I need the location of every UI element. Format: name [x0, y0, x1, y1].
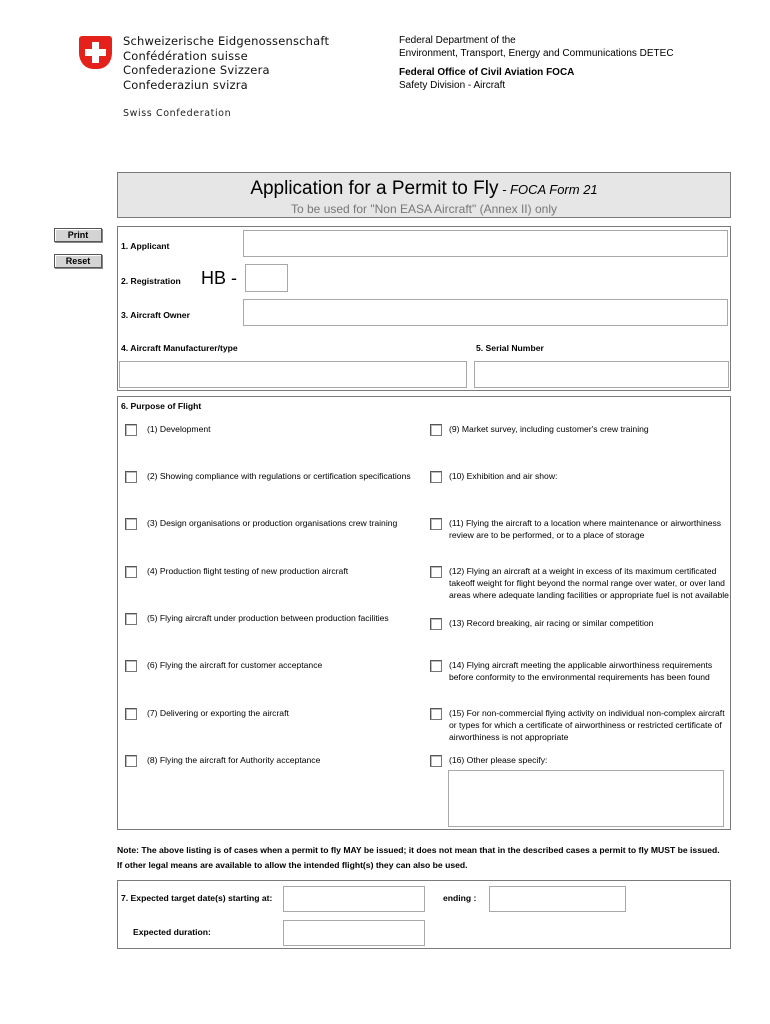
purpose-13-label: (13) Record breaking, air racing or similar competition	[449, 618, 654, 628]
purpose-5-label: (5) Flying aircraft under production between production facilities	[147, 613, 389, 623]
registration-prefix: HB -	[201, 268, 237, 288]
purpose-11-label: (11) Flying the aircraft to a location where maintenance or airworthiness review are to be performed, or to a place of storage	[449, 518, 722, 540]
purpose-other-field[interactable]	[448, 770, 724, 827]
purpose-4-checkbox[interactable]	[125, 566, 137, 578]
purpose-10-label: (10) Exhibition and air show:	[449, 471, 558, 481]
purpose-8-label: (8) Flying the aircraft for Authority acceptance	[147, 755, 321, 765]
purpose-14-label: (14) Flying aircraft meeting the applicable airworthiness requirements before conformity to the environmental requirements has been found	[449, 660, 713, 682]
confederation-name-fr: Confédération suisse	[123, 48, 248, 63]
confederation-name-de: Schweizerische Eidgenossenschaft	[123, 34, 330, 48]
print-button[interactable]: Print	[54, 228, 102, 242]
purpose-4-label: (4) Production flight testing of new production aircraft	[147, 566, 349, 576]
note-text	[117, 843, 737, 873]
purpose-16-label: (16) Other please specify:	[449, 755, 548, 765]
duration-label: Expected duration:	[133, 927, 211, 937]
purpose-12-label: (12) Flying an aircraft at a weight in excess of its maximum certificated takeoff weight for flight beyond the normal range over water, or over land areas where adequate landing facilities or appropriate fuel is not available	[449, 566, 729, 600]
confederation-name-it: Confederazione Svizzera	[123, 63, 270, 77]
purpose-14-checkbox[interactable]	[430, 660, 442, 672]
purpose-15-checkbox[interactable]	[430, 708, 442, 720]
serial-number-field[interactable]	[474, 361, 729, 388]
office-line-2: Safety Division - Aircraft	[399, 79, 506, 91]
manufacturer-label: 4. Aircraft Manufacturer/type	[121, 343, 238, 353]
purpose-16-checkbox[interactable]	[430, 755, 442, 767]
purpose-3-label: (3) Design organisations or production organisations crew training	[147, 518, 398, 528]
purpose-10-checkbox[interactable]	[430, 471, 442, 483]
owner-field[interactable]	[243, 299, 728, 326]
purpose-9-checkbox[interactable]	[430, 424, 442, 436]
purpose-6-checkbox[interactable]	[125, 660, 137, 672]
purpose-1-label: (1) Development	[147, 424, 211, 434]
confederation-name-rm: Confederaziun svizra	[123, 77, 248, 92]
form-title-box	[117, 172, 731, 218]
purpose-heading: 6. Purpose of Flight	[121, 401, 202, 411]
form-subtitle: To be used for "Non EASA Aircraft" (Annex II) only	[291, 202, 557, 216]
purpose-2-label: (2) Showing compliance with regulations or certification specifications	[147, 471, 411, 481]
ending-date-label: ending :	[443, 893, 477, 903]
start-date-field[interactable]	[283, 886, 425, 912]
purpose-15-label: (15) For non-commercial flying activity on individual non-complex aircraft or types for which a certificate of airworthiness or restricted certificate of airworthiness is not appropriate	[449, 708, 725, 742]
department-line-1: Federal Department of the	[399, 35, 516, 46]
purpose-5-checkbox[interactable]	[125, 613, 137, 625]
purpose-9-label: (9) Market survey, including customer's crew training	[449, 424, 649, 434]
note-line-2: If other legal means are available to allow the intended flight(s) they can also be used.	[117, 860, 468, 870]
purpose-8-checkbox[interactable]	[125, 755, 137, 767]
office-line-1: Federal Office of Civil Aviation FOCA	[399, 67, 575, 78]
swiss-confederation-label: Swiss Confederation	[123, 108, 232, 119]
form-title	[118, 178, 730, 200]
owner-label: 3. Aircraft Owner	[121, 310, 190, 320]
applicant-label: 1. Applicant	[121, 241, 170, 251]
purpose-7-label: (7) Delivering or exporting the aircraft	[147, 708, 289, 718]
registration-field[interactable]	[245, 264, 288, 292]
purpose-11-checkbox[interactable]	[430, 518, 442, 530]
purpose-7-checkbox[interactable]	[125, 708, 137, 720]
form-id: - FOCA Form 21	[498, 182, 598, 197]
department-block	[399, 35, 674, 92]
department-line-2: Environment, Transport, Energy and Communications DETEC	[399, 47, 674, 59]
purpose-13-checkbox[interactable]	[430, 618, 442, 630]
purpose-3-checkbox[interactable]	[125, 518, 137, 530]
form-title-text: Application for a Permit to Fly	[250, 178, 499, 199]
note-line-1: Note: The above listing is of cases when a permit to fly MAY be issued; it does not mean that in the described cases a permit to fly MUST be issued.	[117, 845, 720, 855]
reset-button[interactable]: Reset	[54, 254, 102, 268]
applicant-field[interactable]	[243, 230, 728, 257]
ending-date-field[interactable]	[489, 886, 626, 912]
registration-label: 2. Registration	[121, 276, 181, 286]
swiss-flag-icon	[79, 36, 112, 69]
duration-field[interactable]	[283, 920, 425, 946]
purpose-2-checkbox[interactable]	[125, 471, 137, 483]
purpose-1-checkbox[interactable]	[125, 424, 137, 436]
purpose-12-checkbox[interactable]	[430, 566, 442, 578]
manufacturer-field[interactable]	[119, 361, 467, 388]
confederation-names	[123, 34, 329, 92]
serial-number-label: 5. Serial Number	[476, 343, 544, 353]
start-date-label: 7. Expected target date(s) starting at:	[121, 893, 273, 903]
purpose-6-label: (6) Flying the aircraft for customer acceptance	[147, 660, 323, 670]
